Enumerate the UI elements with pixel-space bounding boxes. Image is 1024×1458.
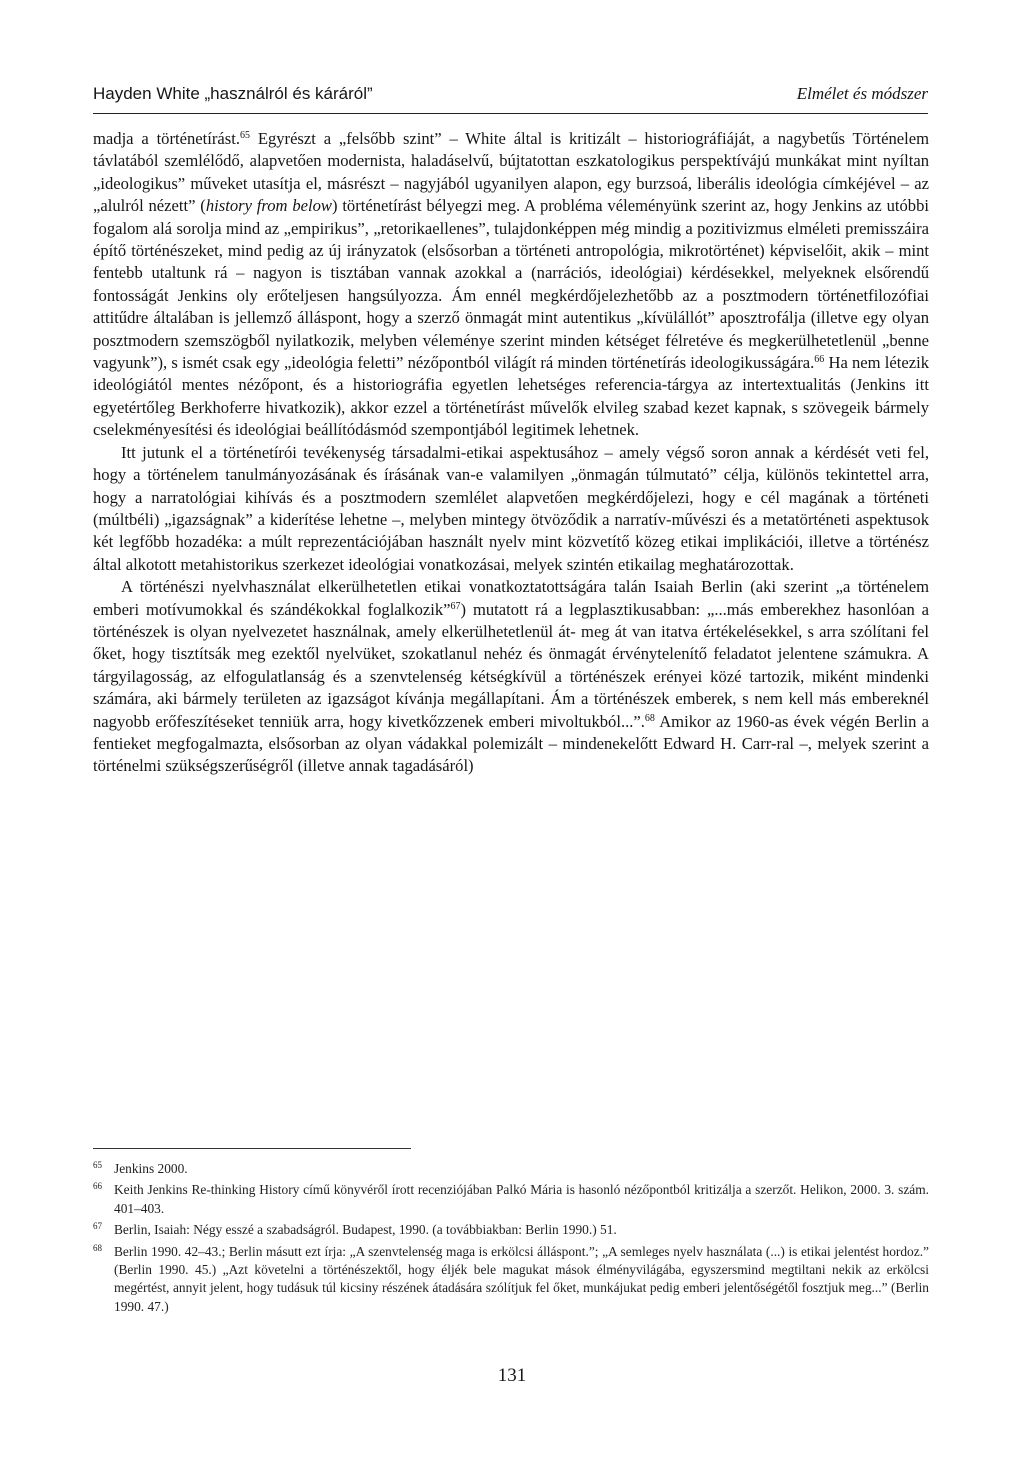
footnote-reference: 67	[450, 600, 461, 612]
paragraph	[93, 128, 929, 442]
footnote-text: Berlin 1990. 42–43.; Berlin másutt ezt írja: „A szenvtelenség maga is erkölcsi álláspont.”; „A semleges nyelv használata (...) is etikai jelentést hordoz.” (Berlin 1990. 45.) „Azt követelni a történészektől, hogy éljék bele magukat mások élményvilágába, egyszersmind megtiltani nekik az erkölcsi megértést, annyit jelent, hogy tudásuk túl kicsiny részének átadására szólítjuk fel őket, munkájukat pedig emberi jelentőségétől fosztjuk meg...” (Berlin 1990. 47.)	[114, 1243, 929, 1314]
body-text	[93, 128, 929, 778]
footnote-reference: 65	[239, 130, 250, 141]
running-head	[93, 84, 928, 114]
footnote-reference: 66	[814, 354, 825, 366]
footnote-reference: 68	[644, 712, 655, 724]
italic-text-run: history from below	[205, 196, 332, 216]
text-run: ) mutatott rá a legplasztikusabban: „...más emberekhez hasonlóan a történészek is olyan nyelvezetet használnak, amely elkerülhetetlenül át- meg át van itatva értékelésekkel, s arra szólítani fel őket, hogy tisztítsák meg ezektől nyelvüket, szokatlanul nehéz és önmagát érvénytelenítő feladatot jelentene számukra. A tárgyilagosság, az elfogulatlanság és a szenvtelenség kétségkívül a történészek erényei közé tartozik, miként mindenki számára, aki bármely területen az igazságot kívánja megállapítani. Ám a történészek emberek, s nem kell más embereknél nagyobb erőfeszítéseket tenniük arra, hogy kivetkőzzenek emberi mivoltukból...”.	[93, 599, 930, 731]
footnote-number: 65	[93, 1160, 102, 1170]
footnote-number: 66	[93, 1181, 102, 1192]
footnote	[93, 1221, 929, 1239]
footnote-number: 67	[93, 1221, 102, 1232]
text-run: A történészi nyelvhasználat elkerülhetetlen etikai vonatkoztatottságára talán Isaiah Berlin (aki szerint „a történelem emberi motívumokkal és szándékokkal foglalkozik”	[93, 577, 929, 619]
footnote	[93, 1243, 929, 1317]
running-head-title: Hayden White „használról és káráról”	[93, 84, 373, 103]
footnote	[93, 1160, 929, 1178]
footnote-text: Berlin, Isaiah: Négy esszé a szabadságról. Budapest, 1990. (a továbbiakban: Berlin 1990.) 51.	[114, 1222, 617, 1238]
running-head-section: Elmélet és módszer	[796, 84, 928, 103]
text-run: Egyrészt a „felsőbb szint” – White által is kritizált – historiográfiáját, a nagybetűs Történelem távlatából szemlélődő, alapvetően modernista, haladáselvű, bújtatottan eszkatologikus perspektívájú munkákat mint nyíltan „ideologikus” műveket utasítja el, másrészt – nagyjából ugyanilyen alapon, egy burzsoá, liberális ideológia címkéjével – az „alulról nézett” (	[93, 129, 929, 216]
text-run: ) történetírást bélyegzi meg. A probléma véleményünk szerint az, hogy Jenkins az utóbbi fogalom alá sorolja mind az „empirikus”, „retorikaellenes”, tulajdonképpen még mindig a pozitivizmus elméleti premisszáira építő történészeket, mind pedig az új irányzatok (elsősorban a történeti antropológia, mikrotörténet) képviselőit, akik – mint fentebb utaltunk rá – nagyon is tisztában vannak azokkal a (narrációs, ideológiai) kérdésekkel, melyeknek elsőrendű fontosságát Jenkins oly erőteljesen hangsúlyozza. Ám ennél megkérdőjelezhetőbb az a posztmodern történetfilozófiai attitűdre általában is jellemző álláspont, hogy a szerző önmagát mint autentikus „kívülállót” aposztrofálja (illetve egy olyan posztmodern szemszögből nyilatkozik, melyben véleménye szerint minden kétséget félretéve és megkerülhetetlenül „benne vagyunk”), s ismét csak egy „ideológia feletti” nézőpontból világít rá minden történetírás ideologikusságára.	[93, 196, 929, 373]
footnote-text: Keith Jenkins Re-thinking History című könyvéről írott recenziójában Palkó Mária is hasonló nézőpontból kritizálja a szerzőt. Helikon, 2000. 3. szám. 401–403.	[114, 1182, 929, 1216]
footnote-number: 68	[93, 1242, 102, 1253]
text-run: Ha nem létezik ideológiától mentes nézőpont, és a historiográfia egyetlen lehetséges referencia-tárgya az intertextualitás (Jenkins itt egyetértőleg Berkhoferre hivatkozik), akkor ezzel a történetírást művelők elvileg szabad kezet kapnak, s szövegeik bármely cselekményesítési és ideológiai beállítódásmód szempontjából legitimek lehetnek.	[93, 353, 929, 440]
paragraph	[93, 576, 929, 778]
footnotes	[93, 1160, 929, 1319]
footnote-text: Jenkins 2000.	[114, 1161, 188, 1176]
text-run: Amikor az 1960-as évek végén Berlin a fentieket megfogalmazta, elsősorban az olyan vádakkal polemizált – mindenekelőtt Edward H. Carr-ral –, melyek szerint a történelmi szükségszerűségről (illetve annak tagadásáról)	[93, 711, 929, 776]
text-run: Itt jutunk el a történetírói tevékenység társadalmi-etikai aspektusához – amely végső soron annak a kérdését veti fel, hogy a történelem tanulmányozásának és írásának van-e valamilyen „önmagán túlmutató” célja, különös tekintettel arra, hogy a narratológiai kihívás és a posztmodern szemlélet alapvetően megkérdőjelezi, hogy e cél magának a történeti (múltbéli) „igazságnak” a kiderítése lehetne –, melyben mintegy ötvöződik a narratív-művészi és a metatörténeti aspektusok két legfőbb hozadéka: a múlt reprezentációjában használt nyelv mint közvetítő közeg etikai implikációi, illetve a történész által alkotott metahistorikus szerkezet ideológiai vonatkozásai, melyek szintén etikailag meghatározottak.	[93, 442, 929, 574]
footnote-separator	[93, 1148, 411, 1149]
footnote	[93, 1181, 929, 1218]
page-number: 131	[497, 1365, 527, 1386]
paragraph	[93, 442, 929, 576]
text-run: madja a történetírást.	[93, 129, 240, 148]
